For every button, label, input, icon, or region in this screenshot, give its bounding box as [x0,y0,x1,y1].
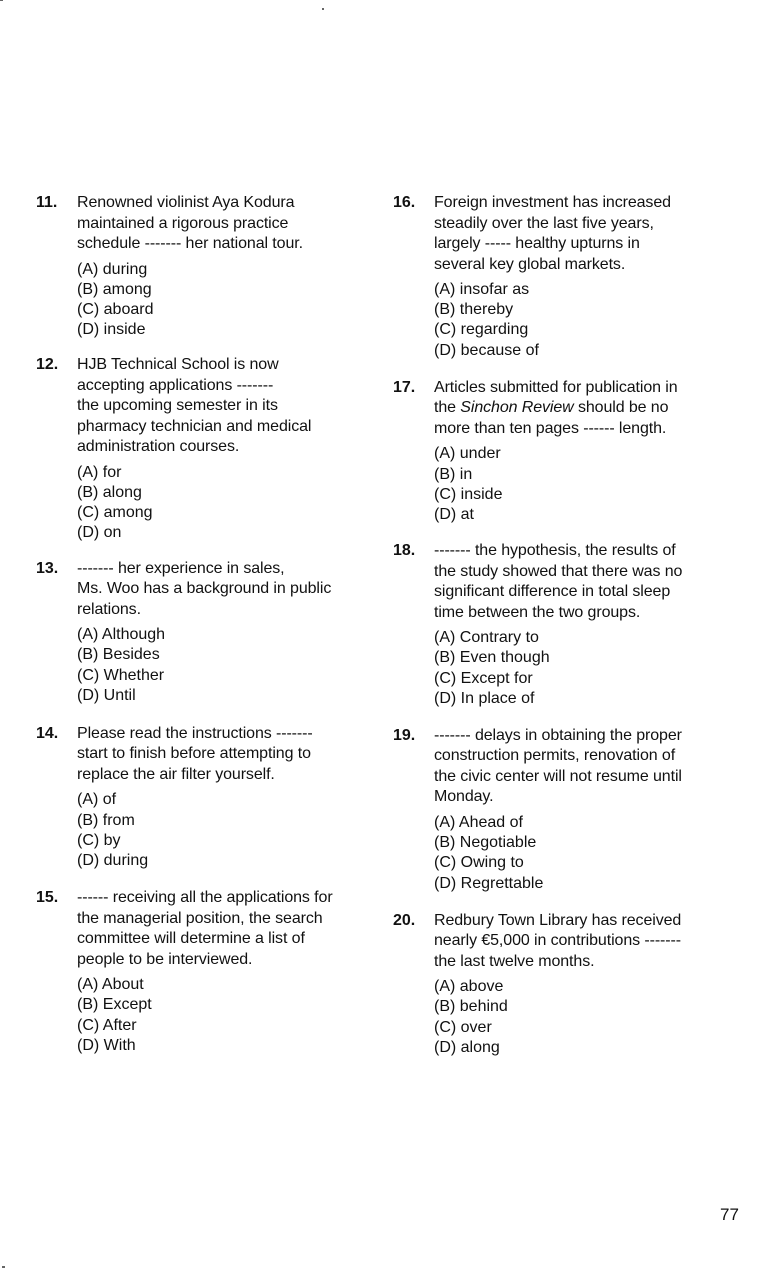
answer-options [434,444,693,525]
answer-options [434,280,693,361]
question-number: 15. [36,889,59,907]
answer-options [77,260,336,341]
option-d: (D) Regrettable [434,874,544,892]
option-a: (A) About [77,976,144,994]
question-number: 12. [36,356,59,374]
answer-options [77,625,336,706]
option-b: (B) Negotiable [434,834,537,852]
publication-title: Sinchon Review [460,399,574,417]
question-number: 20. [393,911,416,929]
option-b: (B) from [77,811,135,829]
option-c: (C) Owing to [434,854,524,872]
question-19 [393,726,693,894]
option-b: (B) thereby [434,301,514,319]
option-c: (C) over [434,1018,492,1036]
question-text [434,378,693,440]
scan-speck [322,8,324,10]
option-c: (C) Except for [434,669,533,687]
question-15 [36,888,336,1056]
option-b: (B) in [434,465,473,483]
option-c: (C) among [77,504,153,522]
option-b: (B) Even though [434,649,550,667]
answer-options [434,628,693,709]
question-number: 16. [393,194,416,211]
question-number: 11. [36,194,58,211]
option-a: (A) Contrary to [434,629,539,647]
question-number: 13. [36,559,59,577]
option-d: (D) inside [77,321,146,339]
question-20 [393,911,693,1058]
option-a: (A) Although [77,626,166,644]
option-a: (A) during [77,260,148,278]
question-text: ------ receiving all the applications for the managerial position, the search committee will determine a list of people to be interviewed. [77,889,333,968]
question-text: Please read the instructions ------- start to finish before attempting to replace the air filter yourself. [77,724,313,783]
option-b: (B) behind [434,998,508,1016]
answer-options [434,813,693,894]
question-text: Redbury Town Library has received nearly €5,000 in contributions ------- the last twelve months. [434,911,682,970]
option-a: (A) under [434,445,501,463]
option-a: (A) Ahead of [434,813,523,831]
question-text-start: Articles submitted for publication in the [434,378,678,417]
question-number: 19. [393,726,416,744]
option-a: (A) of [77,791,117,809]
option-c: (C) Whether [77,666,165,684]
option-c: (C) by [77,831,121,849]
question-text: HJB Technical School is now accepting applications ------- the upcoming semester in its pharmacy technician and medical administration courses. [77,356,312,456]
option-a: (A) insofar as [434,281,530,298]
answer-options [77,790,336,871]
scan-speck [2,1266,5,1268]
question-11 [36,193,336,340]
question-16 [393,193,693,361]
question-number: 17. [393,378,416,396]
option-c: (C) aboard [77,300,154,318]
option-c: (C) After [77,1016,137,1034]
question-text-end: should be no more than ten pages ------ length. [434,399,669,437]
question-text: Renowned violinist Aya Kodura maintained a rigorous practice schedule ------- her national tour. [77,194,303,252]
right-column [393,193,693,1058]
question-13 [36,559,336,706]
option-b: (B) along [77,484,142,502]
scan-speck [0,0,3,1]
option-a: (A) above [434,978,504,996]
option-c: (C) inside [434,485,503,503]
question-14 [36,724,336,871]
option-d: (D) With [77,1036,136,1054]
option-b: (B) among [77,280,152,298]
option-d: (D) Until [77,686,136,704]
question-18 [393,541,693,709]
question-text: ------- delays in obtaining the proper construction permits, renovation of the civic center will not resume until Monday. [434,726,682,806]
question-12 [36,355,336,543]
option-d: (D) because of [434,341,539,359]
option-b: (B) Except [77,996,152,1014]
option-c: (C) regarding [434,321,529,339]
question-17 [393,378,693,525]
option-b: (B) Besides [77,646,160,664]
question-text: Foreign investment has increased steadily over the last five years, largely ----- healthy upturns in several key global markets. [434,194,671,273]
option-d: (D) during [77,852,149,870]
option-d: (D) In place of [434,689,535,707]
left-column [36,193,336,1056]
page-number: 77 [720,1205,739,1224]
answer-options [77,975,336,1056]
question-number: 14. [36,724,59,742]
option-d: (D) along [434,1038,500,1056]
answer-options [434,977,693,1058]
question-text: ------- the hypothesis, the results of the study showed that there was no significant difference in total sleep time between the two groups. [434,542,683,621]
option-d: (D) at [434,505,474,523]
answer-options [77,463,336,544]
option-a: (A) for [77,463,122,481]
question-number: 18. [393,542,416,560]
question-text: ------- her experience in sales, Ms. Woo has a background in public relations. [77,559,332,618]
option-d: (D) on [77,524,122,542]
